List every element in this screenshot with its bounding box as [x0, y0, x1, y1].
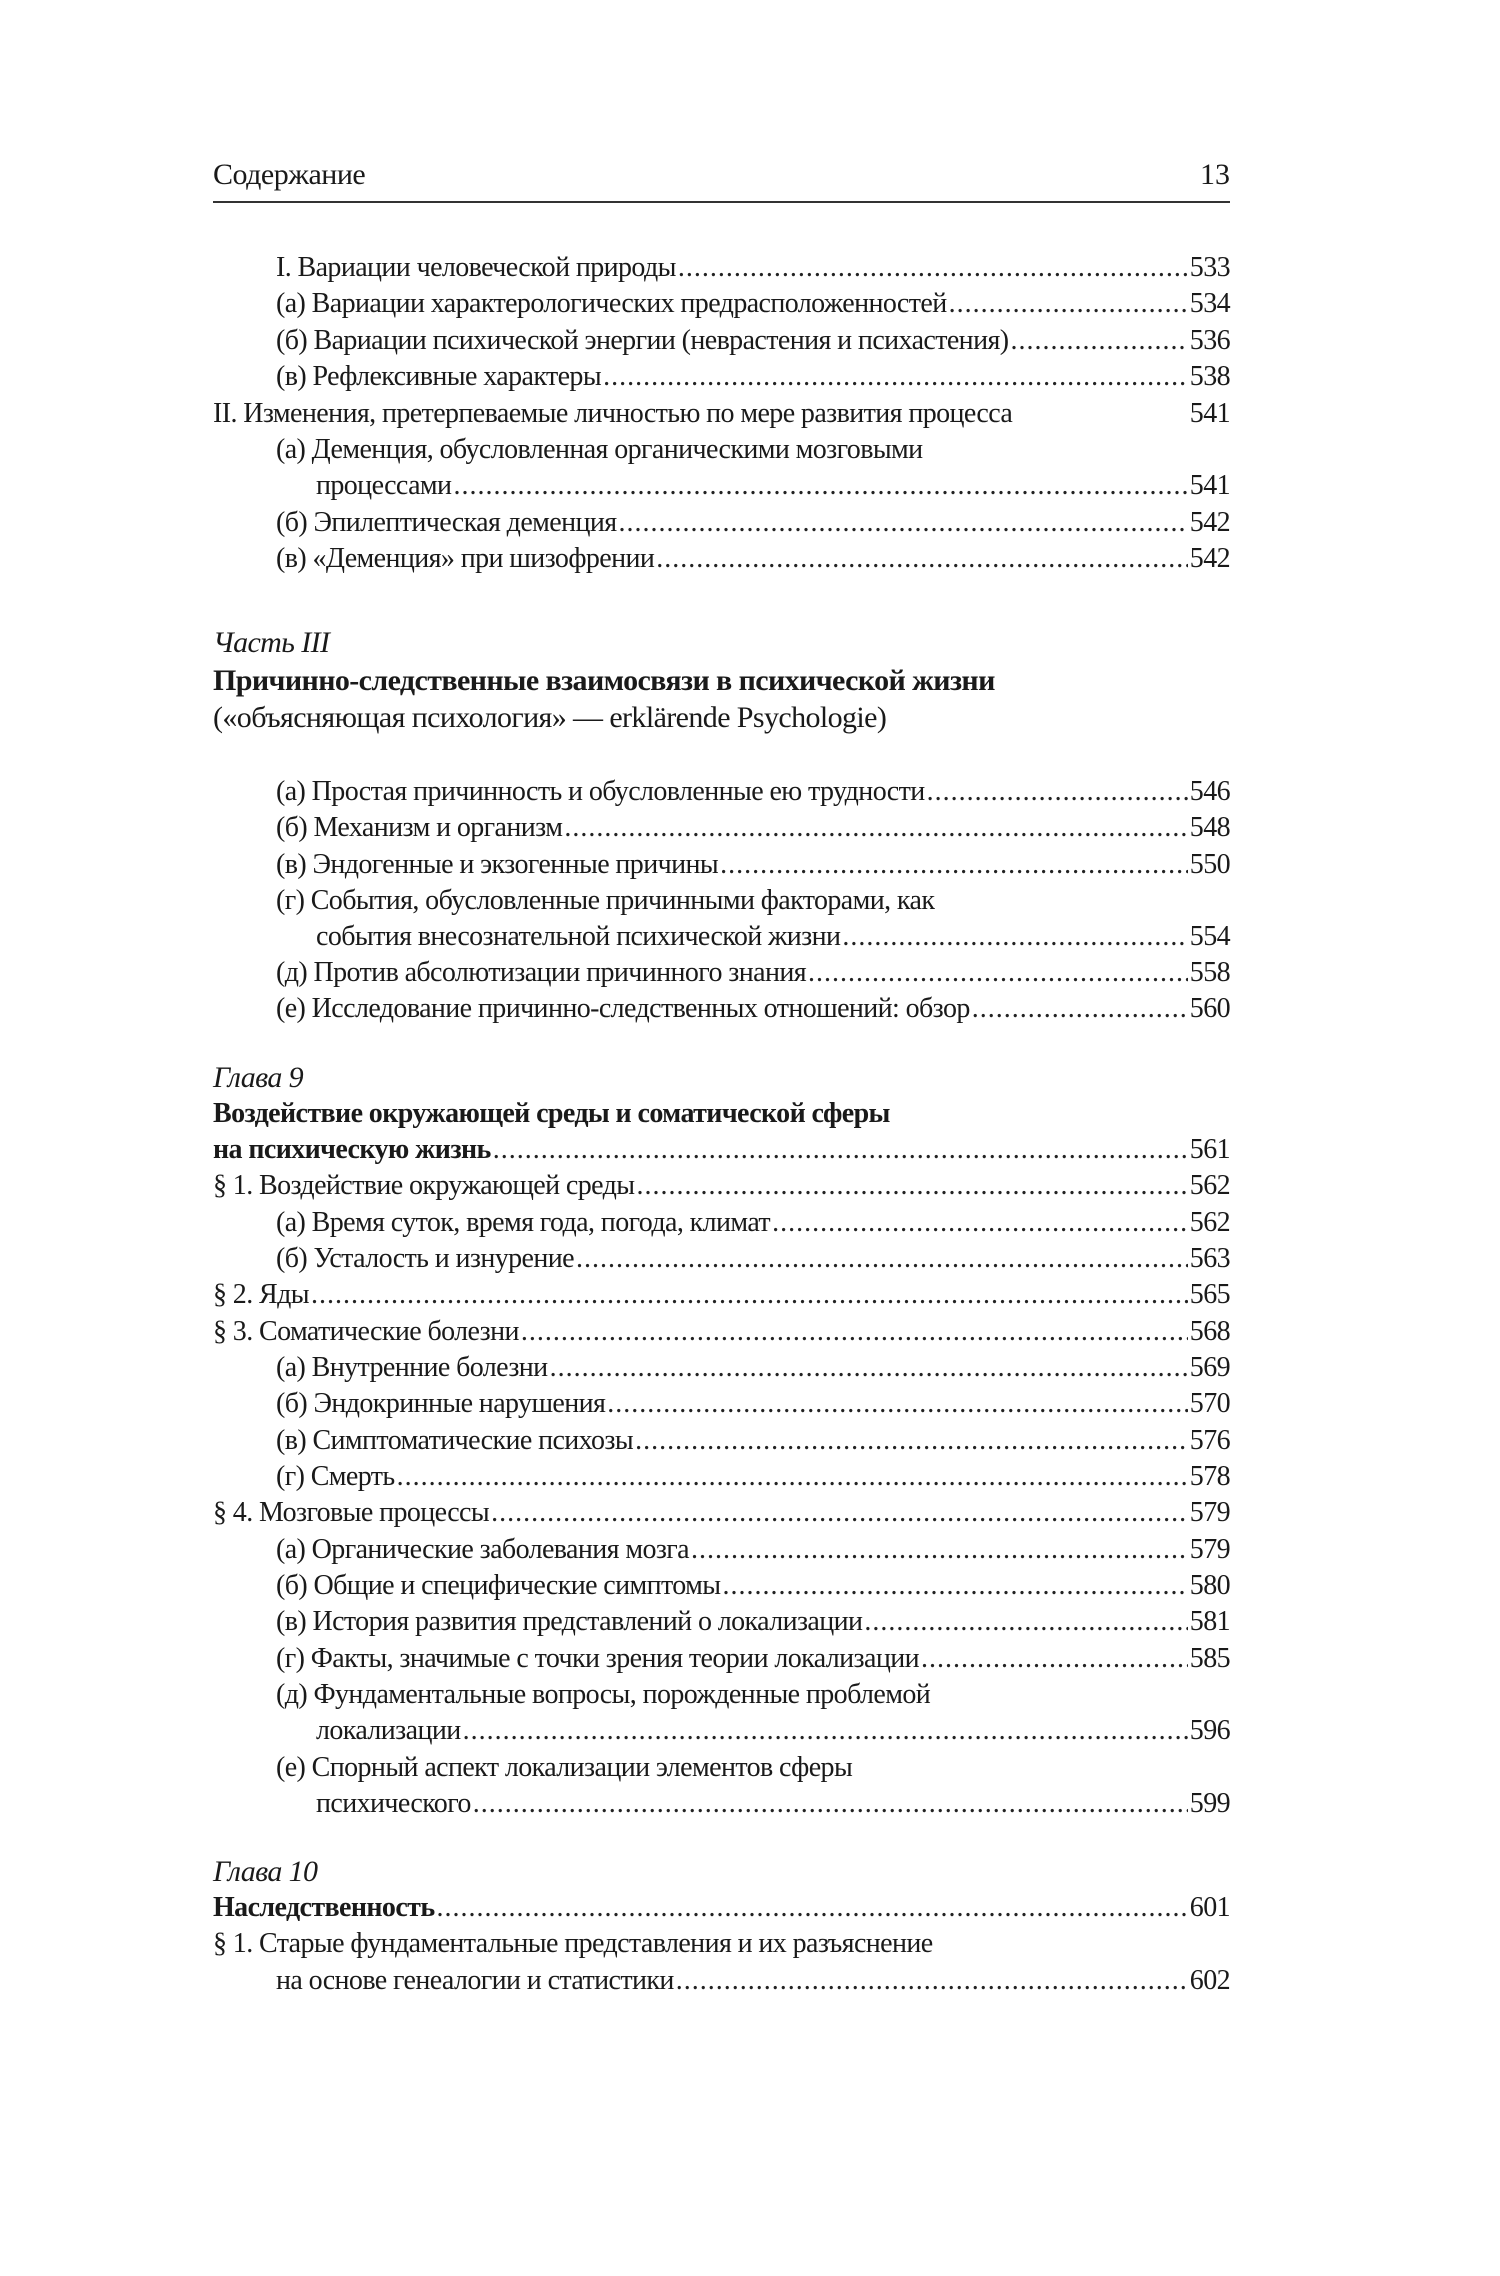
entry-page: 565	[1189, 1279, 1230, 1310]
toc-entry	[213, 1963, 1230, 1999]
toc-entry	[213, 955, 1230, 991]
entry-text: психического	[316, 1788, 471, 1819]
leader-dots	[1010, 323, 1187, 359]
entry-text: процессами	[316, 470, 452, 501]
entry-text: (г) Смерть	[276, 1461, 395, 1492]
entry-text: § 3. Соматические болезни	[213, 1316, 519, 1347]
toc-entry	[213, 1459, 1230, 1495]
leader-dots	[564, 810, 1187, 846]
entry-text: (е) Исследование причинно-следственных отношений: обзор	[276, 993, 970, 1024]
toc-entry	[213, 1604, 1230, 1640]
chapter-title	[213, 1132, 1230, 1168]
toc-entry	[213, 396, 1230, 432]
entry-page: 579	[1189, 1534, 1230, 1565]
toc-entry	[213, 505, 1230, 541]
entry-text: события внесознательной психической жизни	[316, 921, 841, 952]
running-header	[213, 158, 1230, 202]
entry-page: 541	[1189, 398, 1230, 429]
toc-entry	[213, 359, 1230, 395]
chapter-label	[213, 1060, 1230, 1096]
leader-dots	[972, 991, 1188, 1027]
toc-entry	[213, 1314, 1230, 1350]
leader-dots	[493, 1132, 1188, 1168]
entry-text: I. Вариации человеческой природы	[276, 252, 676, 283]
toc-entry	[213, 1241, 1230, 1277]
header-title: Содержание	[213, 158, 366, 191]
chapter-title-text: Воздействие окружающей среды и соматической сферы	[213, 1098, 890, 1129]
entry-text: (б) Усталость и изнурение	[276, 1243, 574, 1274]
entry-page: 548	[1189, 812, 1230, 843]
entry-page: 542	[1189, 507, 1230, 538]
chapter-label-text: Глава 10	[213, 1855, 318, 1888]
entry-page: 581	[1189, 1606, 1230, 1637]
toc-entry	[213, 919, 1230, 955]
toc-entry	[213, 541, 1230, 577]
entry-page: 560	[1189, 993, 1230, 1024]
leader-dots	[949, 286, 1188, 322]
entry-page: 585	[1189, 1643, 1230, 1674]
leader-dots	[311, 1277, 1188, 1313]
entry-text: II. Изменения, претерпеваемые личностью по мере развития процесса	[213, 398, 1013, 429]
entry-page: 538	[1189, 361, 1230, 392]
leader-dots	[619, 505, 1188, 541]
leader-dots	[864, 1604, 1187, 1640]
leader-dots	[463, 1713, 1188, 1749]
entry-page: 602	[1189, 1965, 1230, 1996]
toc-entry	[213, 774, 1230, 810]
entry-text: (а) Деменция, обусловленная органическими мозговыми	[276, 434, 923, 465]
entry-text: (г) Факты, значимые с точки зрения теории локализации	[276, 1643, 919, 1674]
leader-dots	[607, 1386, 1188, 1422]
entry-page: 558	[1189, 957, 1230, 988]
toc-entry	[213, 1926, 1230, 1962]
toc-entry	[213, 1677, 1230, 1713]
leader-dots	[635, 1423, 1188, 1459]
entry-text: § 2. Яды	[213, 1279, 309, 1310]
leader-dots	[656, 541, 1188, 577]
leader-dots	[927, 774, 1188, 810]
entry-page: 580	[1189, 1570, 1230, 1601]
leader-dots	[576, 1241, 1188, 1277]
chapter-title-text: Наследственность	[213, 1892, 435, 1923]
entry-page: 542	[1189, 543, 1230, 574]
entry-text: (д) Фундаментальные вопросы, порожденные проблемой	[276, 1679, 931, 1710]
toc-entry	[213, 1168, 1230, 1204]
toc-entry	[213, 1713, 1230, 1749]
leader-dots	[921, 1641, 1188, 1677]
entry-text: (б) Вариации психической энергии (неврастения и психастения)	[276, 325, 1009, 356]
entry-text: (а) Органические заболевания мозга	[276, 1534, 690, 1565]
entry-text: (д) Против абсолютизации причинного знания	[276, 957, 807, 988]
toc-entry	[213, 1786, 1230, 1822]
toc-entry	[213, 1350, 1230, 1386]
entry-text: (б) Механизм и организм	[276, 812, 563, 843]
entry-text: (б) Эндокринные нарушения	[276, 1388, 606, 1419]
entry-page: 536	[1189, 325, 1230, 356]
entry-page: 534	[1189, 288, 1230, 319]
toc-entry	[213, 991, 1230, 1027]
entry-page: 561	[1189, 1134, 1230, 1165]
entry-text: (б) Эпилептическая деменция	[276, 507, 617, 538]
entry-page: 578	[1189, 1461, 1230, 1492]
entry-page: 554	[1189, 921, 1230, 952]
leader-dots	[842, 919, 1187, 955]
entry-page: 533	[1189, 252, 1230, 283]
leader-dots	[453, 468, 1187, 504]
toc-entry	[213, 286, 1230, 322]
toc-entry	[213, 1641, 1230, 1677]
leader-dots	[521, 1314, 1188, 1350]
part-title-text: Причинно-следственные взаимосвязи в психической жизни	[213, 664, 995, 697]
entry-text: (в) История развития представлений о локализации	[276, 1606, 863, 1637]
entry-text: (б) Общие и специфические симптомы	[276, 1570, 721, 1601]
part-label	[213, 625, 1230, 661]
leader-dots	[550, 1350, 1188, 1386]
leader-dots	[720, 847, 1188, 883]
chapter-label-text: Глава 9	[213, 1061, 304, 1094]
toc-entry	[213, 1277, 1230, 1313]
part-label-text: Часть III	[213, 626, 330, 659]
chapter-title	[213, 1890, 1230, 1926]
leader-dots	[636, 1168, 1187, 1204]
entry-text: (в) Рефлексивные характеры	[276, 361, 602, 392]
toc-entry	[213, 1386, 1230, 1422]
leader-dots	[603, 359, 1188, 395]
leader-dots	[397, 1459, 1188, 1495]
toc-entry	[213, 883, 1230, 919]
leader-dots	[491, 1495, 1188, 1531]
entry-text: (в) Эндогенные и экзогенные причины	[276, 849, 719, 880]
toc-entry	[213, 1750, 1230, 1786]
toc-entry	[213, 1423, 1230, 1459]
entry-page: 601	[1189, 1892, 1230, 1923]
leader-dots	[437, 1890, 1188, 1926]
toc-entry	[213, 810, 1230, 846]
entry-page: 546	[1189, 776, 1230, 807]
entry-page: 550	[1189, 849, 1230, 880]
entry-page: 596	[1189, 1715, 1230, 1746]
entry-text: (г) События, обусловленные причинными факторами, как	[276, 885, 935, 916]
leader-dots	[723, 1568, 1188, 1604]
entry-text: (а) Простая причинность и обусловленные ею трудности	[276, 776, 925, 807]
entry-text: (е) Спорный аспект локализации элементов сферы	[276, 1752, 853, 1783]
part-subtitle-text: («объясняющая психология» — erklärende Psychologie)	[213, 701, 887, 734]
toc-entry	[213, 250, 1230, 286]
part-title	[213, 663, 1230, 699]
toc-entry	[213, 432, 1230, 468]
toc-entry	[213, 468, 1230, 504]
toc-entry	[213, 1568, 1230, 1604]
entry-text: § 4. Мозговые процессы	[213, 1497, 490, 1528]
leader-dots	[808, 955, 1188, 991]
entry-page: 579	[1189, 1497, 1230, 1528]
entry-page: 563	[1189, 1243, 1230, 1274]
entry-text: (а) Вариации характерологических предрасположенностей	[276, 288, 947, 319]
entry-page: 562	[1189, 1207, 1230, 1238]
header-rule	[213, 201, 1230, 203]
toc-entry	[213, 1495, 1230, 1531]
chapter-label	[213, 1854, 1230, 1890]
entry-text: § 1. Старые фундаментальные представления и их разъяснение	[213, 1928, 933, 1959]
leader-dots	[676, 1963, 1188, 1999]
entry-text: на основе генеалогии и статистики	[276, 1965, 674, 1996]
toc-entry	[213, 323, 1230, 359]
leader-dots	[691, 1532, 1188, 1568]
entry-text: (в) «Деменция» при шизофрении	[276, 543, 655, 574]
entry-text: (а) Внутренние болезни	[276, 1352, 548, 1383]
page-number: 13	[1200, 158, 1230, 191]
entry-page: 562	[1189, 1170, 1230, 1201]
entry-page: 568	[1189, 1316, 1230, 1347]
entry-page: 576	[1189, 1425, 1230, 1456]
chapter-title	[213, 1096, 1230, 1132]
entry-page: 599	[1189, 1788, 1230, 1819]
entry-page: 541	[1189, 470, 1230, 501]
leader-dots	[678, 250, 1188, 286]
part-subtitle	[213, 700, 1230, 736]
toc-entry	[213, 847, 1230, 883]
chapter-title-text: на психическую жизнь	[213, 1134, 491, 1165]
entry-text: (а) Время суток, время года, погода, климат	[276, 1207, 771, 1238]
toc-entry	[213, 1532, 1230, 1568]
entry-page: 569	[1189, 1352, 1230, 1383]
entry-text: локализации	[316, 1715, 461, 1746]
entry-page: 570	[1189, 1388, 1230, 1419]
toc-entry	[213, 1205, 1230, 1241]
leader-dots	[772, 1205, 1188, 1241]
entry-text: (в) Симптоматические психозы	[276, 1425, 634, 1456]
entry-text: § 1. Воздействие окружающей среды	[213, 1170, 635, 1201]
leader-dots	[473, 1786, 1188, 1822]
